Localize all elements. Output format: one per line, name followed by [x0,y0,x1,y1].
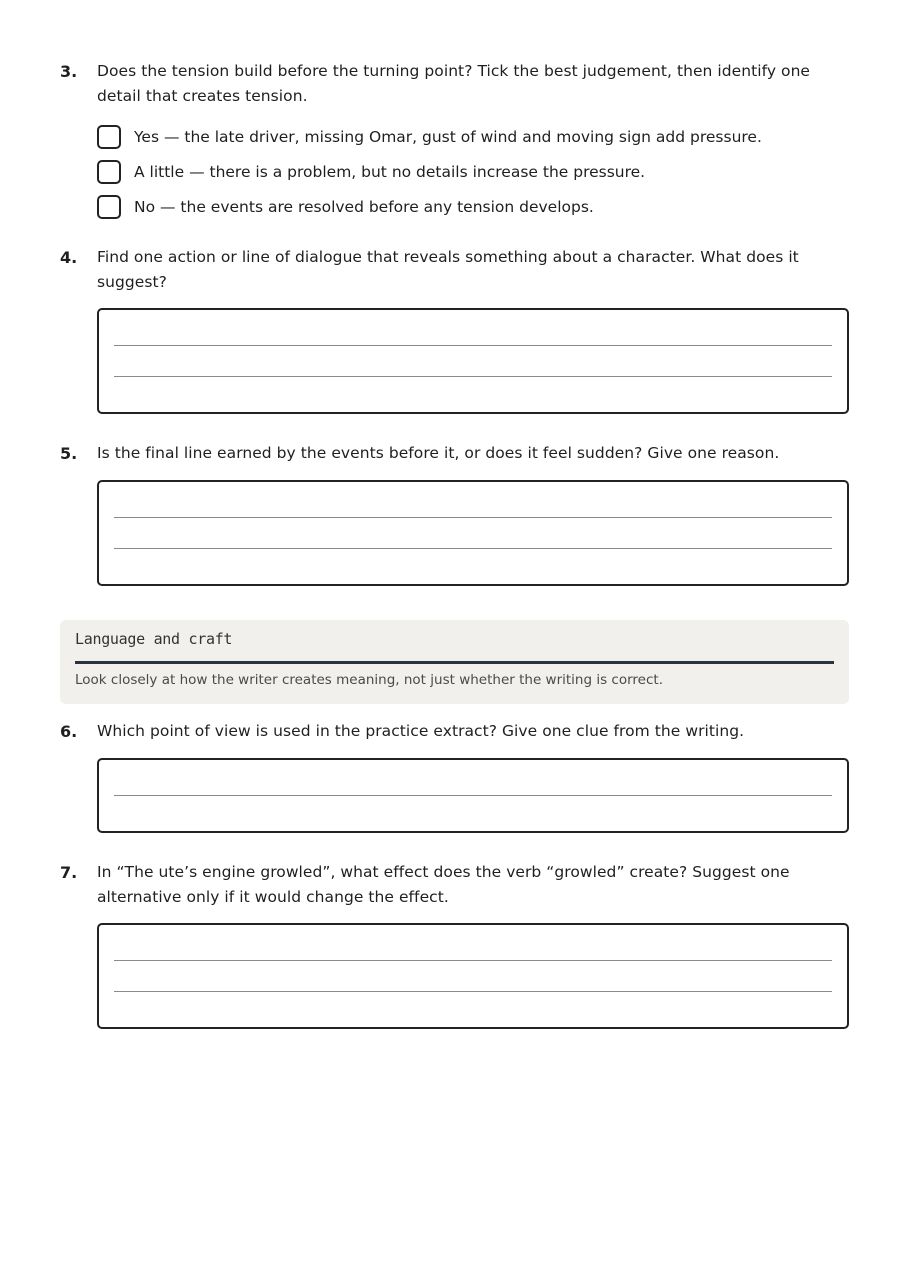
question-text: Is the final line earned by the events before it, or does it feel sudden? Give one reason. [97,444,780,462]
answer-box-4[interactable] [97,308,849,414]
writing-line [114,345,832,346]
question-text: In “The ute’s engine growled”, what effect does the verb “growled” create? Suggest one alternative only if it would change the effect. [97,863,790,906]
question-text: Which point of view is used in the practice extract? Give one clue from the writing. [97,722,745,740]
answer-box-7[interactable] [97,923,849,1029]
checkbox[interactable] [97,195,121,219]
answer-box-6[interactable] [97,758,849,833]
option-label: No — the events are resolved before any tension develops. [134,198,594,216]
checkbox[interactable] [97,160,121,184]
option-label: A little — there is a problem, but no details increase the pressure. [134,163,646,181]
question-text: Find one action or line of dialogue that reveals something about a character. What does it suggest? [97,248,799,291]
writing-line [114,548,832,549]
writing-line [114,517,832,518]
writing-line [114,795,832,796]
option-label: Yes — the late driver, missing Omar, gust of wind and moving sign add pressure. [134,128,762,146]
option-yes[interactable] [97,123,762,151]
section-subtitle: Look closely at how the writer creates meaning, not just whether the writing is correct. [75,672,663,688]
question-number: 5. [60,444,78,463]
question-5 [60,441,850,466]
checkbox[interactable] [97,125,121,149]
writing-line [114,960,832,961]
question-number: 7. [60,863,78,882]
option-a-little[interactable] [97,158,645,186]
section-title: Language and craft [75,630,233,648]
section-header [60,620,849,704]
question-text: Does the tension build before the turning point? Tick the best judgement, then identify one detail that creates tension. [97,62,811,105]
question-number: 4. [60,248,78,267]
question-6 [60,719,850,744]
answer-box-5[interactable] [97,480,849,586]
question-number: 3. [60,62,78,81]
question-3 [60,59,850,109]
question-number: 6. [60,722,78,741]
option-no[interactable] [97,193,594,221]
writing-line [114,991,832,992]
section-divider [75,661,834,664]
question-4 [60,245,850,295]
question-7 [60,860,850,910]
writing-line [114,376,832,377]
